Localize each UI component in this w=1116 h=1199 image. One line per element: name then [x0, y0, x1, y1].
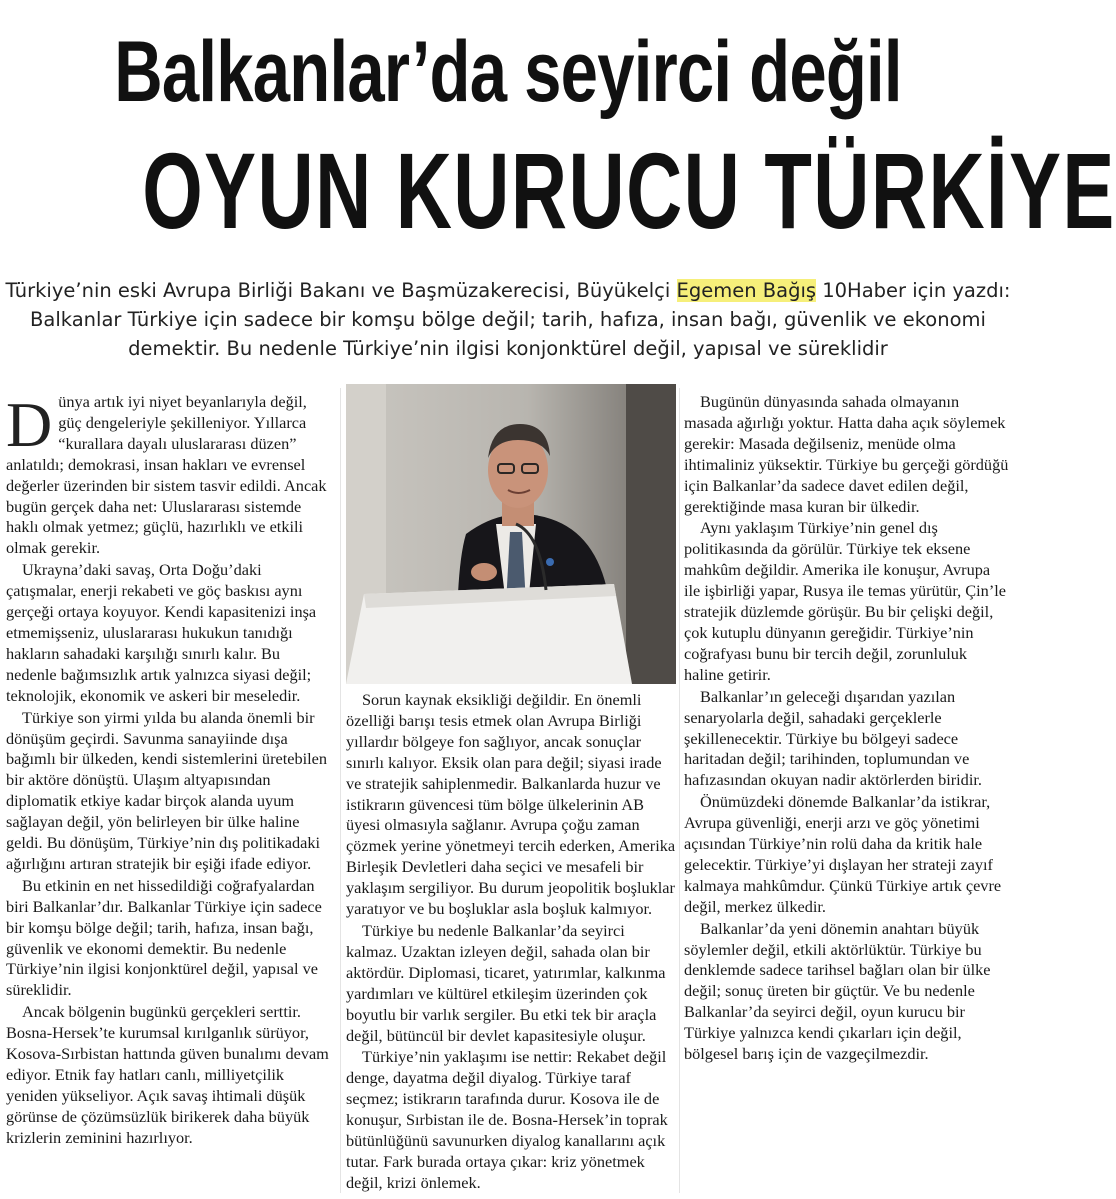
article-paragraph: Önümüzdeki dönemde Balkanlar’da istikrar, Avrupa güvenliği, enerji arzı ve göç yönetimi açısından Türkiye’nin rolü daha da kritik hale gelecektir. Türkiye’yi dışlayan her strateji zayıf kalmaya mahkûmdur. Çünkü Türkiye artık çevre değil, merkez ülkedir.: [684, 792, 1002, 916]
headline-line-2: OYUN KURUCU TÜRKİYE: [142, 130, 1116, 251]
article-paragraph: ünya artık iyi niyet beyanlarıyla değil, güç dengeleriyle şekilleniyor. Yıllarca “kurallara dayalı uluslararası düzen” anlatıldı; demokrasi, insan hakları ve evrensel değerler üzerinden bir sistem tasvir edildi. Ancak bugün gerçek daha net: Uluslararası sistemde haklı olmak yetmez; güçlü, hazırlıklı ve etkili olmak gerekir.: [6, 392, 327, 558]
article-paragraph: Balkanlar’da yeni dönemin anahtarı büyük söylemler değil, etkili aktörlüktür. Türkiye bu denklemde sadece tarihsel bağları olan bir ülke değil; sonuç üreten bir güçtür. Ve bu nedenle Balkanlar’da seyirci değil, oyun kurucu bir Türkiye yalnızca kendi çıkarları için değil, bölgesel barış için de vazgeçilmezdir.: [684, 918, 991, 1064]
article-paragraph: Bu etkinin en net hissedildiği coğrafyalardan biri Balkanlar’dır. Balkanlar Türkiye için sadece bir komşu bölge değil; tarih, hafıza, insan bağı, güvenlik ve ekonomi demektir. Bu nedenle Türkiye’nin ilgisi konjonktürel değil, yapısal ve süreklidir.: [6, 875, 322, 1000]
drop-cap: D: [6, 389, 53, 460]
subhead-text-before: Türkiye’nin eski Avrupa Birliği Bakanı ve Başmüzakerecisi, Büyükelçi: [5, 279, 677, 302]
article-paragraph: Sorun kaynak eksikliği değildir. En önemli özelliği barışı tesis etmek olan Avrupa Birliği yıllardır bölgeye fon sağlıyor, ancak sonuçlar sınırlı kalıyor. Eksik olan para değil; siyasi irade ve stratejik sahiplenmedir. Balkanlarda huzur ve istikrarın güvencesi tüm bölge ülkelerinin AB üyesi olmasıyla sağlanır. Avrupa çoğu zaman çözmek yerine yönetmeyi tercih ederken, Amerika Birleşik Devletleri daha seçici ve mesafeli bir yaklaşım sergiliyor. Bu durum jeopolitik boşluklar yaratıyor ve bu boşluklar asla boşluk kalmıyor.: [346, 690, 676, 919]
article-subheading: [0, 276, 1016, 363]
article-paragraph: Türkiye bu nedenle Balkanlar’da seyirci kalmaz. Uzaktan izleyen değil, sahada olan bir aktördür. Diplomasi, ticaret, yatırımlar, kalkınma yardımları ve kültürel etkileşim üzerinden çok boyutlu bir varlık sergiler. Bu etki tek bir araçla değil, bütüncül bir devlet kapasitesiyle oluşur.: [346, 920, 666, 1045]
article-paragraph: Aynı yaklaşım Türkiye’nin genel dış politikasında da görülür. Türkiye tek eksene mahkûm değildir. Amerika ile konuşur, Avrupa ile işbirliği yapar, Rusya ile temas yürütür, Çin’le stratejik düzlemde görüşür. Bu bir çelişki değil, çok kutuplu dünyanın gereğidir. Türkiye’nin coğrafyası bunu bir tercih değil, zorunluluk haline getirir.: [684, 518, 1006, 684]
article-paragraph: Türkiye son yirmi yılda bu alanda önemli bir dönüşüm geçirdi. Savunma sanayiinde dışa bağımlı bir ülkeden, kendi sistemlerini üretebilen bir aktöre dönüştü. Ulaşım altyapısından diplomatik etkiye kadar birçok alanda uyum sağlayan değil, yön belirleyen bir ülke haline geldi. Bu dönüşüm, Türkiye’nin dış politikadaki ağırlığını artıran stratejik bir eşiği ifade ediyor.: [6, 707, 328, 873]
column-divider: [340, 388, 341, 1193]
speaker-at-podium-illustration: [346, 384, 676, 684]
article-paragraph: Ancak bölgenin bugünkü gerçekleri serttir. Bosna-Hersek’te kurumsal kırılganlık sürüyor, Kosova-Sırbistan hattında güven bunalımı devam ediyor. Etnik fay hatları canlı, milliyetçilik yeniden yükseliyor. Açık savaş ihtimali düşük görünse de çözümsüzlük birikerek daha büyük krizlerin zeminini hazırlıyor.: [6, 1002, 329, 1147]
headline-line-1: Balkanlar’da seyirci değil: [114, 24, 902, 120]
article-column-1: [6, 389, 334, 1150]
article-column-2: [346, 690, 676, 1195]
article-column-3: [684, 392, 1010, 1066]
column-divider: [679, 388, 680, 1193]
subhead-text-after: 10Haber için yazdı: Balkanlar Türkiye için sadece bir komşu bölge değil; tarih, hafıza, insan bağı, güvenlik ve ekonomi demektir. Bu nedenle Türkiye’nin ilgisi konjonktürel değil, yapısal ve süreklidir: [30, 279, 1011, 360]
author-name-highlight: Egemen Bağış: [676, 279, 817, 302]
article-paragraph: Bugünün dünyasında sahada olmayanın masada ağırlığı yoktur. Hatta daha açık söylemek gerekir: Masada değilseniz, menüde olma ihtimaliniz yüksektir. Türkiye bu gerçeği gördüğü için Balkanlar’da sadece davet edilen değil, gerektiğinde masa kuran bir ülkedir.: [684, 392, 1009, 516]
article-paragraph: Türkiye’nin yaklaşımı ise nettir: Rekabet değil denge, dayatma değil diyalog. Türkiye taraf seçmez; istikrarın tarafında durur. Kosova ile de konuşur, Sırbistan ile de. Bosna-Hersek’in toprak bütünlüğünü savunurken diyalog kanallarını açık tutar. Fark burada ortaya çıkar: kriz yönetmek değil, krizi önlemek.: [346, 1047, 668, 1192]
article-paragraph: Ukrayna’daki savaş, Orta Doğu’daki çatışmalar, enerji rekabeti ve göç baskısı aynı gerçeği ortaya koyuyor. Kendi kapasitenizi inşa etmemişseniz, uluslararası hukukun tanıdığı hakların sahadaki karşılığı sınırlı kalır. Bu nedenle bağımsızlık artık yalnızca siyasi değil; teknolojik, ekonomik ve askeri bir meseledir.: [6, 560, 317, 705]
author-photo: [346, 384, 676, 684]
article-paragraph: Balkanlar’ın geleceği dışarıdan yazılan senaryolarla değil, sahadaki gerçeklerle şekillenecektir. Türkiye bu bölgeyi sadece haritadan değil; tarihinden, toplumundan ve hafızasından okuyan nadir aktörlerden biridir.: [684, 686, 982, 790]
